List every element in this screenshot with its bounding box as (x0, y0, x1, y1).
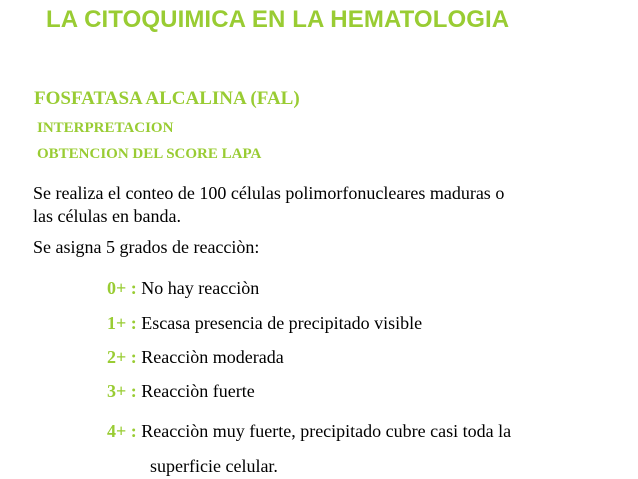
grade-row-4 (107, 421, 511, 442)
paragraph-conteo (33, 182, 504, 228)
subheading-interpretacion: INTERPRETACION (37, 120, 174, 136)
paragraph-conteo-line-2: las células en banda. (33, 206, 181, 226)
grade-level-3: 3+ : (107, 381, 137, 401)
grade-level-2: 2+ : (107, 347, 137, 367)
slide-title: LA CITOQUIMICA EN LA HEMATOLOGIA (46, 6, 510, 33)
grade-description-2: Reacciòn moderada (141, 347, 284, 367)
subheading-score-lapa: OBTENCION DEL SCORE LAPA (37, 146, 262, 162)
grade-row-3 (107, 381, 255, 402)
grade-4-continuation: superficie celular. (150, 456, 278, 476)
grade-description-1: Escasa presencia de precipitado visible (141, 313, 423, 333)
paragraph-grados: Se asigna 5 grados de reacciòn: (33, 237, 260, 257)
grade-description-3: Reacciòn fuerte (141, 381, 255, 401)
paragraph-conteo-line-1: Se realiza el conteo de 100 células polimorfonucleares maduras o (33, 183, 505, 203)
grade-description-4: Reacciòn muy fuerte, precipitado cubre casi toda la (141, 421, 512, 441)
grade-row-1 (107, 313, 422, 334)
grade-level-4: 4+ : (107, 421, 137, 441)
grade-description-0: No hay reacciòn (141, 278, 260, 298)
grade-row-0 (107, 278, 259, 299)
grade-row-2 (107, 347, 284, 368)
grade-level-1: 1+ : (107, 313, 137, 333)
section-heading: FOSFATASA ALCALINA (FAL) (34, 88, 300, 109)
grade-level-0: 0+ : (107, 278, 137, 298)
